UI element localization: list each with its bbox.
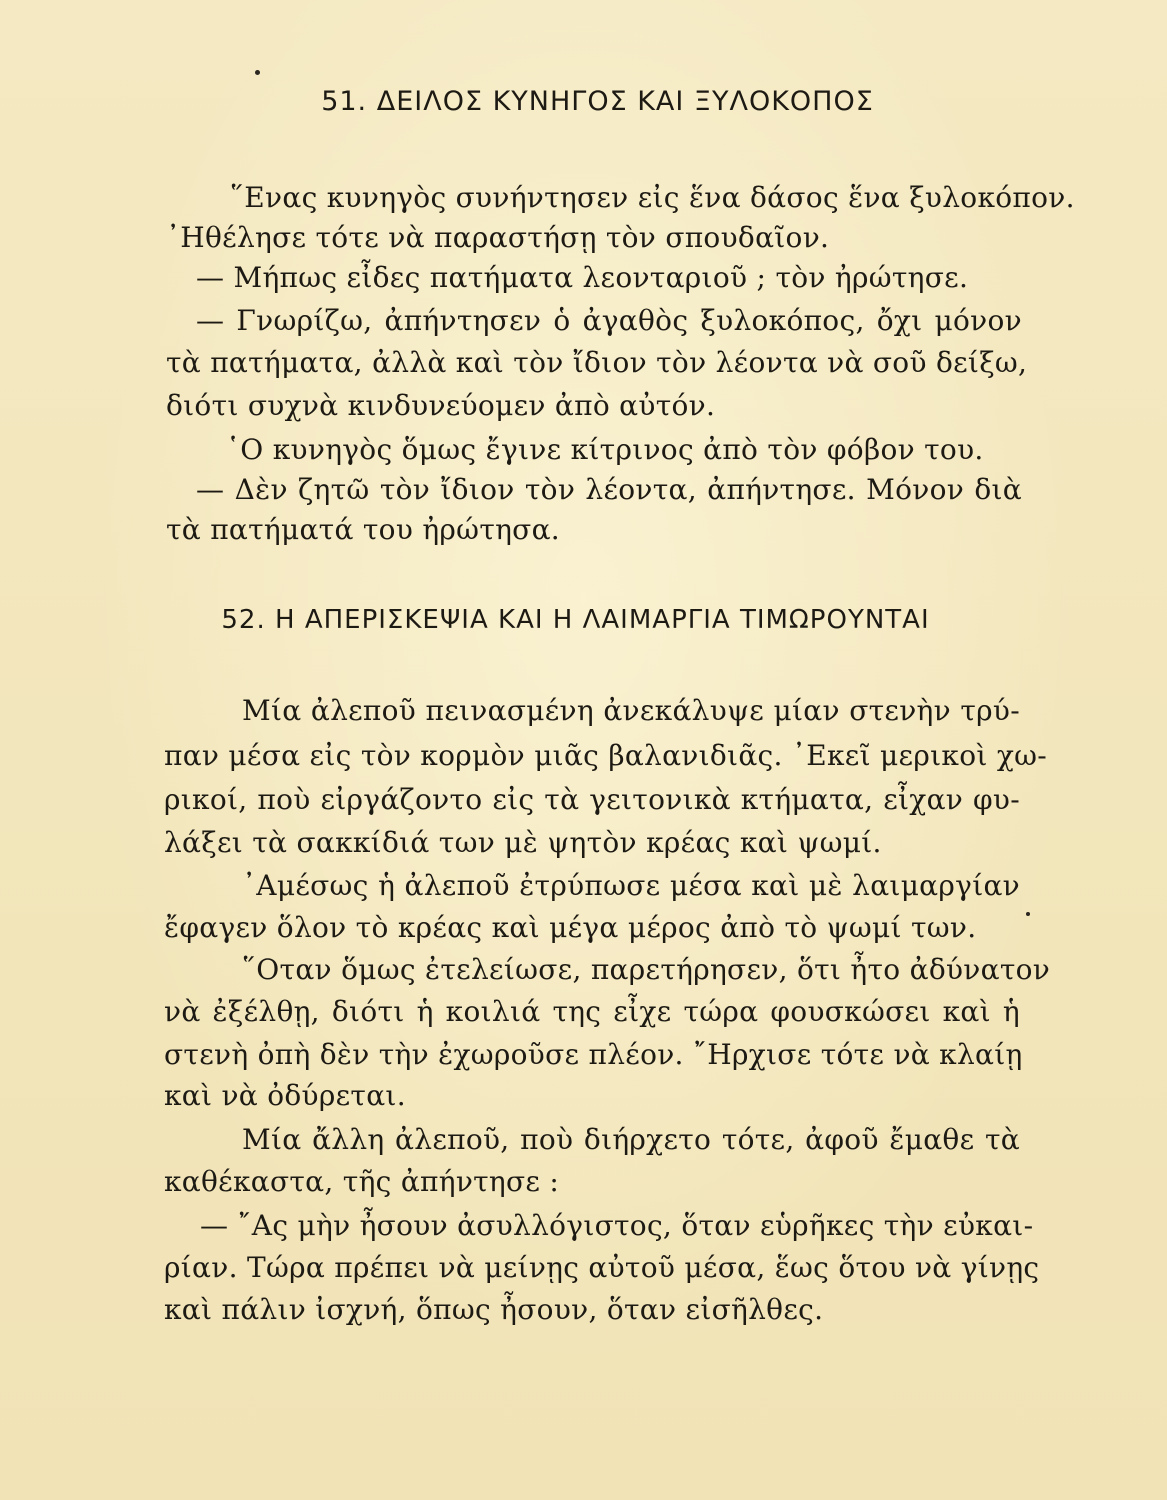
ink-speck	[1026, 912, 1030, 916]
section-51-line: τὰ πατήματα, ἀλλὰ καὶ τὸν ἴδιον τὸν λέοντα νὰ σοῦ δείξω,	[166, 346, 1028, 379]
section-51-line: — Γνωρίζω, ἀπήντησεν ὁ ἀγαθὸς ξυλοκόπος, ὄχι μόνον	[196, 304, 1022, 337]
section-52-line: Μία ἀλεποῦ πεινασμένη ἀνεκάλυψε μίαν στενὴν τρύ-	[242, 694, 1020, 727]
section-51-line: ῾Ο κυνηγὸς ὅμως ἔγινε κίτρινος ἀπὸ τὸν φόβον του.	[226, 433, 984, 466]
section-51-line: — Μήπως εἶδες πατήματα λεονταριοῦ ; τὸν ἠρώτησε.	[196, 261, 969, 294]
section-52-line: Μία ἄλλη ἀλεποῦ, ποὺ διήρχετο τότε, ἀφοῦ ἔμαθε τὰ	[242, 1123, 1020, 1156]
section-51-line: διότι συχνὰ κινδυνεύομεν ἀπὸ αὐτόν.	[166, 389, 716, 422]
section-51-line: — Δὲν ζητῶ τὸν ἴδιον τὸν λέοντα, ἀπήντησε. Μόνον διὰ	[196, 473, 1022, 506]
section-52-line: ρικοί, ποὺ εἰργάζοντο εἰς τὰ γειτονικὰ κτήματα, εἶχαν φυ-	[164, 783, 1020, 816]
section-51-title: 51. ΔΕΙΛΟΣ ΚΥΝΗΓΟΣ ΚΑΙ ΞΥΛΟΚΟΠΟΣ	[321, 86, 874, 117]
section-52-line: ῞Οταν ὅμως ἐτελείωσε, παρετήρησεν, ὅτι ἦτο ἀδύνατον	[242, 953, 1051, 986]
section-52-line: ᾿Αμέσως ἡ ἀλεποῦ ἐτρύπωσε μέσα καὶ μὲ λαιμαργίαν	[242, 869, 1020, 902]
ink-speck	[255, 70, 260, 75]
section-52-line: — ῎Ας μὴν ἦσουν ἀσυλλόγιστος, ὅταν εὑρῆκες τὴν εὐκαι-	[200, 1209, 1034, 1242]
section-52-line: παν μέσα εἰς τὸν κορμὸν μιᾶς βαλανιδιᾶς. ᾿Εκεῖ μερικοὶ χω-	[164, 739, 1047, 772]
section-52-title: 52. Η ΑΠΕΡΙΣΚΕΨΙΑ ΚΑΙ Η ΛΑΙΜΑΡΓΙΑ ΤΙΜΩΡΟΥΝΤΑΙ	[221, 605, 930, 635]
section-52-line: λάξει τὰ σακκίδιά των μὲ ψητὸν κρέας καὶ ψωμί.	[164, 826, 882, 859]
section-52-line: καθέκαστα, τῆς ἀπήντησε :	[164, 1165, 560, 1198]
section-52-line: ἔφαγεν ὅλον τὸ κρέας καὶ μέγα μέρος ἀπὸ τὸ ψωμί των.	[164, 911, 977, 944]
section-51-line: ᾿Ηθέλησε τότε νὰ παραστήσῃ τὸν σπουδαῖον.	[166, 221, 830, 254]
section-51-line: ῞Ενας κυνηγὸς συνήντησεν εἰς ἕνα δάσος ἕνα ξυλοκόπον.	[230, 181, 1075, 214]
section-52-line: καὶ πάλιν ἰσχνή, ὅπως ἦσουν, ὅταν εἰσῆλθες.	[164, 1293, 824, 1326]
section-52-line: νὰ ἐξέλθῃ, διότι ἡ κοιλιά της εἶχε τώρα φουσκώσει καὶ ἡ	[164, 995, 1020, 1028]
section-52-line: ρίαν. Τώρα πρέπει νὰ μείνῃς αὐτοῦ μέσα, ἕως ὅτου νὰ γίνῃς	[164, 1251, 1040, 1284]
section-52-line: καὶ νὰ ὀδύρεται.	[164, 1079, 406, 1112]
section-52-line: στενὴ ὀπὴ δὲν τὴν ἐχωροῦσε πλέον. ῎Ηρχισε τότε νὰ κλαίῃ	[164, 1038, 1023, 1071]
section-51-line: τὰ πατήματά του ἠρώτησα.	[166, 513, 561, 546]
